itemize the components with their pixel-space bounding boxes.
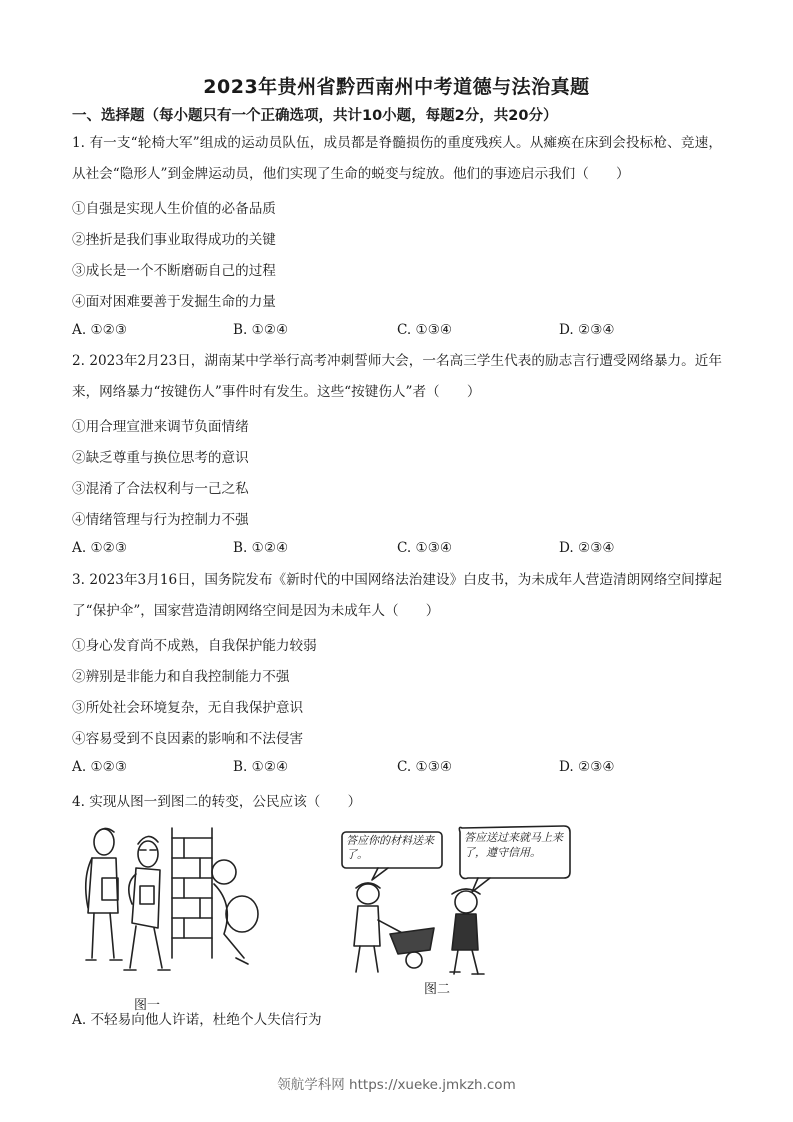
option-b: B. ①②④ [233,759,289,775]
bubble-right-text: 答应送过来就马上来了，遵守信用。 [464,831,563,859]
question-3-options [72,759,722,779]
bubble-left-text: 答应你的材料送来了。 [346,834,434,861]
section-header: 一、选择题（每小题只有一个正确选项，共计10小题，每题2分，共20分） [72,108,558,124]
figure-2-caption: 图二 [424,982,451,997]
question-4-stem: 4. 实现从图一到图二的转变，公民应该（ ） [72,794,362,810]
question-2-item-2: ②缺乏尊重与换位思考的意识 [72,450,249,466]
option-d: D. ②③④ [559,759,615,775]
question-3-item-3: ③所处社会环境复杂，无自我保护意识 [72,700,304,716]
question-2-options [72,540,722,560]
option-b: B. ①②④ [233,540,289,556]
option-d: D. ②③④ [559,322,615,338]
option-c: C. ①③④ [397,540,453,556]
figure-1-caption: 图一 [134,998,161,1013]
option-a: A. ①②③ [72,540,128,556]
option-a: A. ①②③ [72,759,128,775]
question-1-item-4: ④面对困难要善于发掘生命的力量 [72,294,276,310]
question-2-item-1: ①用合理宣泄来调节负面情绪 [72,419,249,435]
option-a: A. ①②③ [72,322,128,338]
option-c: C. ①③④ [397,759,453,775]
question-1-options [72,322,722,342]
question-3-item-2: ②辨别是非能力和自我控制能力不强 [72,669,290,685]
question-3-item-1: ①身心发育尚不成熟，自我保护能力较弱 [72,638,317,654]
option-c: C. ①③④ [397,322,453,338]
question-3-stem: 3. 2023年3月16日，国务院发布《新时代的中国网络法治建设》白皮书，为未成年人营造清朗网络空间撑起了“保护伞”，国家营造清朗网络空间是因为未成年人（ ） [72,572,722,619]
question-4-option-a: A. 不轻易向他人许诺，杜绝个人失信行为 [72,1012,322,1028]
page-title: 2023年贵州省黔西南州中考道德与法治真题 [203,76,590,98]
question-1-item-3: ③成长是一个不断磨砺自己的过程 [72,263,276,279]
question-1-item-2: ②挫折是我们事业取得成功的关键 [72,232,276,248]
option-b: B. ①②④ [233,322,289,338]
option-d: D. ②③④ [559,540,615,556]
question-3-item-4: ④容易受到不良因素的影响和不法侵害 [72,731,304,747]
question-2-item-3: ③混淆了合法权利与一己之私 [72,481,249,497]
question-2-item-4: ④情绪管理与行为控制力不强 [72,512,249,528]
footer-watermark: 领航学科网 https://xueke.jmkzh.com [277,1077,516,1093]
question-1-stem: 1. 有一支“轮椅大军”组成的运动员队伍，成员都是脊髓损伤的重度残疾人。从瘫痪在床到会投标枪、竞速，从社会“隐形人”到金牌运动员，他们实现了生命的蜕变与绽放。他们的事迹启示我们（ ） [72,135,722,182]
question-2-stem: 2. 2023年2月23日，湖南某中学举行高考冲刺誓师大会，一名高三学生代表的励志言行遭受网络暴力。近年来，网络暴力“按键伤人”事件时有发生。这些“按键伤人”者（ ） [72,353,722,400]
figure-1-illustration [74,818,264,994]
question-1-item-1: ①自强是实现人生价值的必备品质 [72,201,276,217]
